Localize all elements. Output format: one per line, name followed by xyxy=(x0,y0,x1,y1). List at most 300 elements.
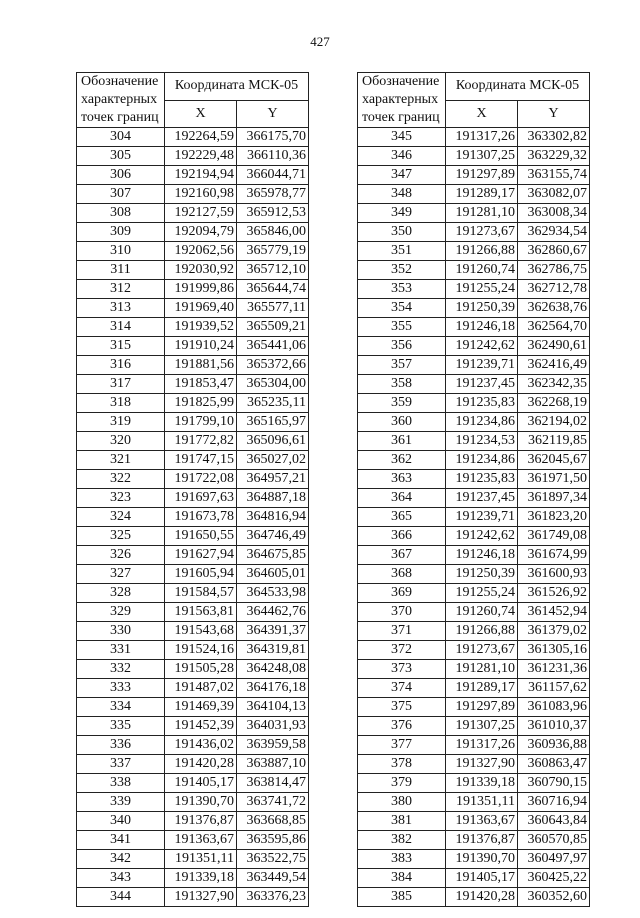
x-coordinate: 191722,08 xyxy=(165,470,237,489)
table-row xyxy=(358,128,590,147)
table-row xyxy=(77,698,309,717)
x-coordinate: 192127,59 xyxy=(165,204,237,223)
header-y: Y xyxy=(518,100,590,128)
y-coordinate: 362194,02 xyxy=(518,413,590,432)
x-coordinate: 191747,15 xyxy=(165,451,237,470)
point-number: 343 xyxy=(77,869,165,888)
table-row xyxy=(77,888,309,907)
x-coordinate: 191351,11 xyxy=(446,793,518,812)
coordinates-table-right xyxy=(357,72,590,907)
point-number: 378 xyxy=(358,755,446,774)
table-row xyxy=(358,242,590,261)
y-coordinate: 363814,47 xyxy=(237,774,309,793)
point-number: 376 xyxy=(358,717,446,736)
x-coordinate: 191327,90 xyxy=(165,888,237,907)
x-coordinate: 191281,10 xyxy=(446,204,518,223)
x-coordinate: 191239,71 xyxy=(446,508,518,527)
point-number: 325 xyxy=(77,527,165,546)
y-coordinate: 365644,74 xyxy=(237,280,309,299)
table-row xyxy=(77,831,309,850)
table-row xyxy=(77,318,309,337)
point-number: 351 xyxy=(358,242,446,261)
y-coordinate: 363959,58 xyxy=(237,736,309,755)
point-number: 320 xyxy=(77,432,165,451)
point-number: 367 xyxy=(358,546,446,565)
y-coordinate: 365027,02 xyxy=(237,451,309,470)
y-coordinate: 361231,36 xyxy=(518,660,590,679)
table-row xyxy=(358,394,590,413)
point-number: 322 xyxy=(77,470,165,489)
y-coordinate: 364533,98 xyxy=(237,584,309,603)
point-number: 366 xyxy=(358,527,446,546)
y-coordinate: 364816,94 xyxy=(237,508,309,527)
point-number: 360 xyxy=(358,413,446,432)
y-coordinate: 366110,36 xyxy=(237,147,309,166)
header-coordinate-system: Координата МСК-05 xyxy=(446,73,590,101)
y-coordinate: 365372,66 xyxy=(237,356,309,375)
y-coordinate: 364319,81 xyxy=(237,641,309,660)
x-coordinate: 192062,56 xyxy=(165,242,237,261)
x-coordinate: 191697,63 xyxy=(165,489,237,508)
table-row xyxy=(358,375,590,394)
table-row xyxy=(77,432,309,451)
x-coordinate: 191505,28 xyxy=(165,660,237,679)
x-coordinate: 191317,26 xyxy=(446,736,518,755)
x-coordinate: 191351,11 xyxy=(165,850,237,869)
header-y: Y xyxy=(237,100,309,128)
table-row xyxy=(77,622,309,641)
point-number: 374 xyxy=(358,679,446,698)
y-coordinate: 362934,54 xyxy=(518,223,590,242)
y-coordinate: 362860,67 xyxy=(518,242,590,261)
y-coordinate: 361379,02 xyxy=(518,622,590,641)
y-coordinate: 362119,85 xyxy=(518,432,590,451)
point-number: 357 xyxy=(358,356,446,375)
x-coordinate: 191317,26 xyxy=(446,128,518,147)
page-number: 427 xyxy=(310,34,330,49)
y-coordinate: 365779,19 xyxy=(237,242,309,261)
y-coordinate: 365577,11 xyxy=(237,299,309,318)
point-number: 355 xyxy=(358,318,446,337)
point-number: 361 xyxy=(358,432,446,451)
table-row xyxy=(358,736,590,755)
x-coordinate: 191363,67 xyxy=(446,812,518,831)
x-coordinate: 191250,39 xyxy=(446,565,518,584)
x-coordinate: 191246,18 xyxy=(446,546,518,565)
y-coordinate: 360643,84 xyxy=(518,812,590,831)
x-coordinate: 191297,89 xyxy=(446,698,518,717)
x-coordinate: 191825,99 xyxy=(165,394,237,413)
x-coordinate: 191235,83 xyxy=(446,394,518,413)
table-row xyxy=(77,679,309,698)
table-row xyxy=(358,223,590,242)
y-coordinate: 363008,34 xyxy=(518,204,590,223)
table-row xyxy=(358,527,590,546)
table-row xyxy=(77,280,309,299)
x-coordinate: 191605,94 xyxy=(165,565,237,584)
x-coordinate: 191969,40 xyxy=(165,299,237,318)
table-row xyxy=(358,451,590,470)
point-number: 362 xyxy=(358,451,446,470)
point-number: 368 xyxy=(358,565,446,584)
table-row xyxy=(358,793,590,812)
x-coordinate: 192194,94 xyxy=(165,166,237,185)
x-coordinate: 191452,39 xyxy=(165,717,237,736)
y-coordinate: 360790,15 xyxy=(518,774,590,793)
table-row xyxy=(77,641,309,660)
y-coordinate: 364104,13 xyxy=(237,698,309,717)
x-coordinate: 191234,86 xyxy=(446,413,518,432)
y-coordinate: 361600,93 xyxy=(518,565,590,584)
y-coordinate: 364957,21 xyxy=(237,470,309,489)
x-coordinate: 191234,86 xyxy=(446,451,518,470)
x-coordinate: 191524,16 xyxy=(165,641,237,660)
y-coordinate: 361157,62 xyxy=(518,679,590,698)
table-row xyxy=(358,755,590,774)
point-number: 312 xyxy=(77,280,165,299)
x-coordinate: 191339,18 xyxy=(446,774,518,793)
point-number: 347 xyxy=(358,166,446,185)
point-number: 306 xyxy=(77,166,165,185)
x-coordinate: 191881,56 xyxy=(165,356,237,375)
y-coordinate: 363082,07 xyxy=(518,185,590,204)
table-row xyxy=(77,755,309,774)
table-row xyxy=(77,508,309,527)
point-number: 348 xyxy=(358,185,446,204)
table-row xyxy=(358,261,590,280)
x-coordinate: 191584,57 xyxy=(165,584,237,603)
x-coordinate: 192030,92 xyxy=(165,261,237,280)
table-row xyxy=(358,717,590,736)
x-coordinate: 191910,24 xyxy=(165,337,237,356)
y-coordinate: 364176,18 xyxy=(237,679,309,698)
table-row xyxy=(77,565,309,584)
point-number: 373 xyxy=(358,660,446,679)
x-coordinate: 191250,39 xyxy=(446,299,518,318)
table-row xyxy=(77,603,309,622)
table-row xyxy=(358,869,590,888)
table-row xyxy=(358,831,590,850)
point-number: 321 xyxy=(77,451,165,470)
table-row xyxy=(358,698,590,717)
table-row xyxy=(77,869,309,888)
table-row xyxy=(358,774,590,793)
x-coordinate: 191543,68 xyxy=(165,622,237,641)
table-row xyxy=(358,185,590,204)
y-coordinate: 365978,77 xyxy=(237,185,309,204)
y-coordinate: 361897,34 xyxy=(518,489,590,508)
x-coordinate: 191469,39 xyxy=(165,698,237,717)
point-number: 328 xyxy=(77,584,165,603)
point-number: 318 xyxy=(77,394,165,413)
point-number: 369 xyxy=(358,584,446,603)
y-coordinate: 363522,75 xyxy=(237,850,309,869)
y-coordinate: 360352,60 xyxy=(518,888,590,907)
point-number: 305 xyxy=(77,147,165,166)
y-coordinate: 363595,86 xyxy=(237,831,309,850)
point-number: 359 xyxy=(358,394,446,413)
table-row xyxy=(77,356,309,375)
coordinates-table-left xyxy=(76,72,309,907)
point-number: 323 xyxy=(77,489,165,508)
point-number: 336 xyxy=(77,736,165,755)
y-coordinate: 360425,22 xyxy=(518,869,590,888)
table-row xyxy=(358,508,590,527)
header-point-label: Обозначение характерных точек границ xyxy=(358,73,446,128)
x-coordinate: 191242,62 xyxy=(446,527,518,546)
x-coordinate: 191376,87 xyxy=(165,812,237,831)
table-row xyxy=(77,166,309,185)
point-number: 338 xyxy=(77,774,165,793)
table-row xyxy=(358,299,590,318)
table-row xyxy=(358,850,590,869)
point-number: 341 xyxy=(77,831,165,850)
y-coordinate: 364031,93 xyxy=(237,717,309,736)
x-coordinate: 191237,45 xyxy=(446,375,518,394)
table-row xyxy=(358,584,590,603)
y-coordinate: 362416,49 xyxy=(518,356,590,375)
table-row xyxy=(358,565,590,584)
y-coordinate: 365509,21 xyxy=(237,318,309,337)
y-coordinate: 360936,88 xyxy=(518,736,590,755)
x-coordinate: 191266,88 xyxy=(446,622,518,641)
point-number: 308 xyxy=(77,204,165,223)
y-coordinate: 365096,61 xyxy=(237,432,309,451)
x-coordinate: 191436,02 xyxy=(165,736,237,755)
point-number: 339 xyxy=(77,793,165,812)
point-number: 337 xyxy=(77,755,165,774)
table-row xyxy=(358,356,590,375)
y-coordinate: 365235,11 xyxy=(237,394,309,413)
point-number: 326 xyxy=(77,546,165,565)
y-coordinate: 363887,10 xyxy=(237,755,309,774)
y-coordinate: 365846,00 xyxy=(237,223,309,242)
point-number: 340 xyxy=(77,812,165,831)
point-number: 332 xyxy=(77,660,165,679)
x-coordinate: 191289,17 xyxy=(446,679,518,698)
x-coordinate: 191390,70 xyxy=(446,850,518,869)
table-row xyxy=(358,641,590,660)
x-coordinate: 191260,74 xyxy=(446,261,518,280)
table-body-left xyxy=(77,128,309,907)
table-row xyxy=(358,166,590,185)
x-coordinate: 191235,83 xyxy=(446,470,518,489)
table-row xyxy=(77,394,309,413)
x-coordinate: 191390,70 xyxy=(165,793,237,812)
point-number: 364 xyxy=(358,489,446,508)
point-number: 313 xyxy=(77,299,165,318)
y-coordinate: 364462,76 xyxy=(237,603,309,622)
y-coordinate: 360497,97 xyxy=(518,850,590,869)
x-coordinate: 191242,62 xyxy=(446,337,518,356)
y-coordinate: 365304,00 xyxy=(237,375,309,394)
y-coordinate: 361823,20 xyxy=(518,508,590,527)
table-row xyxy=(77,546,309,565)
point-number: 334 xyxy=(77,698,165,717)
point-number: 372 xyxy=(358,641,446,660)
table-row xyxy=(77,660,309,679)
header-point-label: Обозначение характерных точек границ xyxy=(77,73,165,128)
point-number: 307 xyxy=(77,185,165,204)
x-coordinate: 192229,48 xyxy=(165,147,237,166)
x-coordinate: 191246,18 xyxy=(446,318,518,337)
y-coordinate: 360716,94 xyxy=(518,793,590,812)
table-row xyxy=(358,470,590,489)
y-coordinate: 362268,19 xyxy=(518,394,590,413)
x-coordinate: 191339,18 xyxy=(165,869,237,888)
point-number: 331 xyxy=(77,641,165,660)
point-number: 382 xyxy=(358,831,446,850)
x-coordinate: 192264,59 xyxy=(165,128,237,147)
x-coordinate: 191563,81 xyxy=(165,603,237,622)
x-coordinate: 191650,55 xyxy=(165,527,237,546)
x-coordinate: 191772,82 xyxy=(165,432,237,451)
table-row xyxy=(358,679,590,698)
point-number: 316 xyxy=(77,356,165,375)
y-coordinate: 361749,08 xyxy=(518,527,590,546)
point-number: 384 xyxy=(358,869,446,888)
point-number: 311 xyxy=(77,261,165,280)
point-number: 377 xyxy=(358,736,446,755)
x-coordinate: 191799,10 xyxy=(165,413,237,432)
x-coordinate: 192160,98 xyxy=(165,185,237,204)
table-row xyxy=(77,717,309,736)
y-coordinate: 362564,70 xyxy=(518,318,590,337)
table-row xyxy=(358,318,590,337)
y-coordinate: 364248,08 xyxy=(237,660,309,679)
table-body-right xyxy=(358,128,590,907)
point-number: 330 xyxy=(77,622,165,641)
y-coordinate: 365912,53 xyxy=(237,204,309,223)
x-coordinate: 191405,17 xyxy=(446,869,518,888)
point-number: 385 xyxy=(358,888,446,907)
y-coordinate: 362342,35 xyxy=(518,375,590,394)
x-coordinate: 191307,25 xyxy=(446,717,518,736)
point-number: 317 xyxy=(77,375,165,394)
table-row xyxy=(77,204,309,223)
y-coordinate: 360570,85 xyxy=(518,831,590,850)
table-row xyxy=(77,223,309,242)
y-coordinate: 361083,96 xyxy=(518,698,590,717)
y-coordinate: 361010,37 xyxy=(518,717,590,736)
y-coordinate: 366044,71 xyxy=(237,166,309,185)
table-row xyxy=(77,584,309,603)
x-coordinate: 191673,78 xyxy=(165,508,237,527)
x-coordinate: 191853,47 xyxy=(165,375,237,394)
y-coordinate: 366175,70 xyxy=(237,128,309,147)
x-coordinate: 191255,24 xyxy=(446,280,518,299)
y-coordinate: 362712,78 xyxy=(518,280,590,299)
y-coordinate: 361526,92 xyxy=(518,584,590,603)
y-coordinate: 363449,54 xyxy=(237,869,309,888)
table-row xyxy=(358,622,590,641)
point-number: 327 xyxy=(77,565,165,584)
point-number: 356 xyxy=(358,337,446,356)
x-coordinate: 191260,74 xyxy=(446,603,518,622)
y-coordinate: 361674,99 xyxy=(518,546,590,565)
y-coordinate: 363155,74 xyxy=(518,166,590,185)
x-coordinate: 191376,87 xyxy=(446,831,518,850)
y-coordinate: 365441,06 xyxy=(237,337,309,356)
table-row xyxy=(358,489,590,508)
point-number: 329 xyxy=(77,603,165,622)
x-coordinate: 191273,67 xyxy=(446,223,518,242)
x-coordinate: 191239,71 xyxy=(446,356,518,375)
x-coordinate: 191487,02 xyxy=(165,679,237,698)
table-row xyxy=(358,413,590,432)
point-number: 319 xyxy=(77,413,165,432)
x-coordinate: 191237,45 xyxy=(446,489,518,508)
point-number: 375 xyxy=(358,698,446,717)
y-coordinate: 363668,85 xyxy=(237,812,309,831)
point-number: 383 xyxy=(358,850,446,869)
point-number: 370 xyxy=(358,603,446,622)
table-row xyxy=(358,546,590,565)
table-row xyxy=(358,337,590,356)
y-coordinate: 365712,10 xyxy=(237,261,309,280)
x-coordinate: 191255,24 xyxy=(446,584,518,603)
x-coordinate: 191420,28 xyxy=(165,755,237,774)
y-coordinate: 362638,76 xyxy=(518,299,590,318)
point-number: 335 xyxy=(77,717,165,736)
point-number: 354 xyxy=(358,299,446,318)
header-x: X xyxy=(446,100,518,128)
y-coordinate: 365165,97 xyxy=(237,413,309,432)
y-coordinate: 362045,67 xyxy=(518,451,590,470)
point-number: 344 xyxy=(77,888,165,907)
table-row xyxy=(77,850,309,869)
x-coordinate: 191999,86 xyxy=(165,280,237,299)
y-coordinate: 361305,16 xyxy=(518,641,590,660)
y-coordinate: 360863,47 xyxy=(518,755,590,774)
point-number: 304 xyxy=(77,128,165,147)
point-number: 346 xyxy=(358,147,446,166)
y-coordinate: 363741,72 xyxy=(237,793,309,812)
point-number: 379 xyxy=(358,774,446,793)
table-row xyxy=(77,242,309,261)
point-number: 345 xyxy=(358,128,446,147)
x-coordinate: 191281,10 xyxy=(446,660,518,679)
table-row xyxy=(77,489,309,508)
x-coordinate: 192094,79 xyxy=(165,223,237,242)
point-number: 310 xyxy=(77,242,165,261)
y-coordinate: 364675,85 xyxy=(237,546,309,565)
table-row xyxy=(77,451,309,470)
x-coordinate: 191234,53 xyxy=(446,432,518,451)
table-row xyxy=(358,147,590,166)
table-row xyxy=(77,812,309,831)
point-number: 381 xyxy=(358,812,446,831)
table-row xyxy=(77,185,309,204)
y-coordinate: 364391,37 xyxy=(237,622,309,641)
table-row xyxy=(77,128,309,147)
point-number: 371 xyxy=(358,622,446,641)
point-number: 350 xyxy=(358,223,446,242)
header-x: X xyxy=(165,100,237,128)
x-coordinate: 191420,28 xyxy=(446,888,518,907)
point-number: 333 xyxy=(77,679,165,698)
point-number: 324 xyxy=(77,508,165,527)
y-coordinate: 362490,61 xyxy=(518,337,590,356)
table-row xyxy=(358,660,590,679)
point-number: 363 xyxy=(358,470,446,489)
table-row xyxy=(77,527,309,546)
point-number: 315 xyxy=(77,337,165,356)
y-coordinate: 362786,75 xyxy=(518,261,590,280)
x-coordinate: 191266,88 xyxy=(446,242,518,261)
y-coordinate: 364887,18 xyxy=(237,489,309,508)
table-row xyxy=(77,736,309,755)
